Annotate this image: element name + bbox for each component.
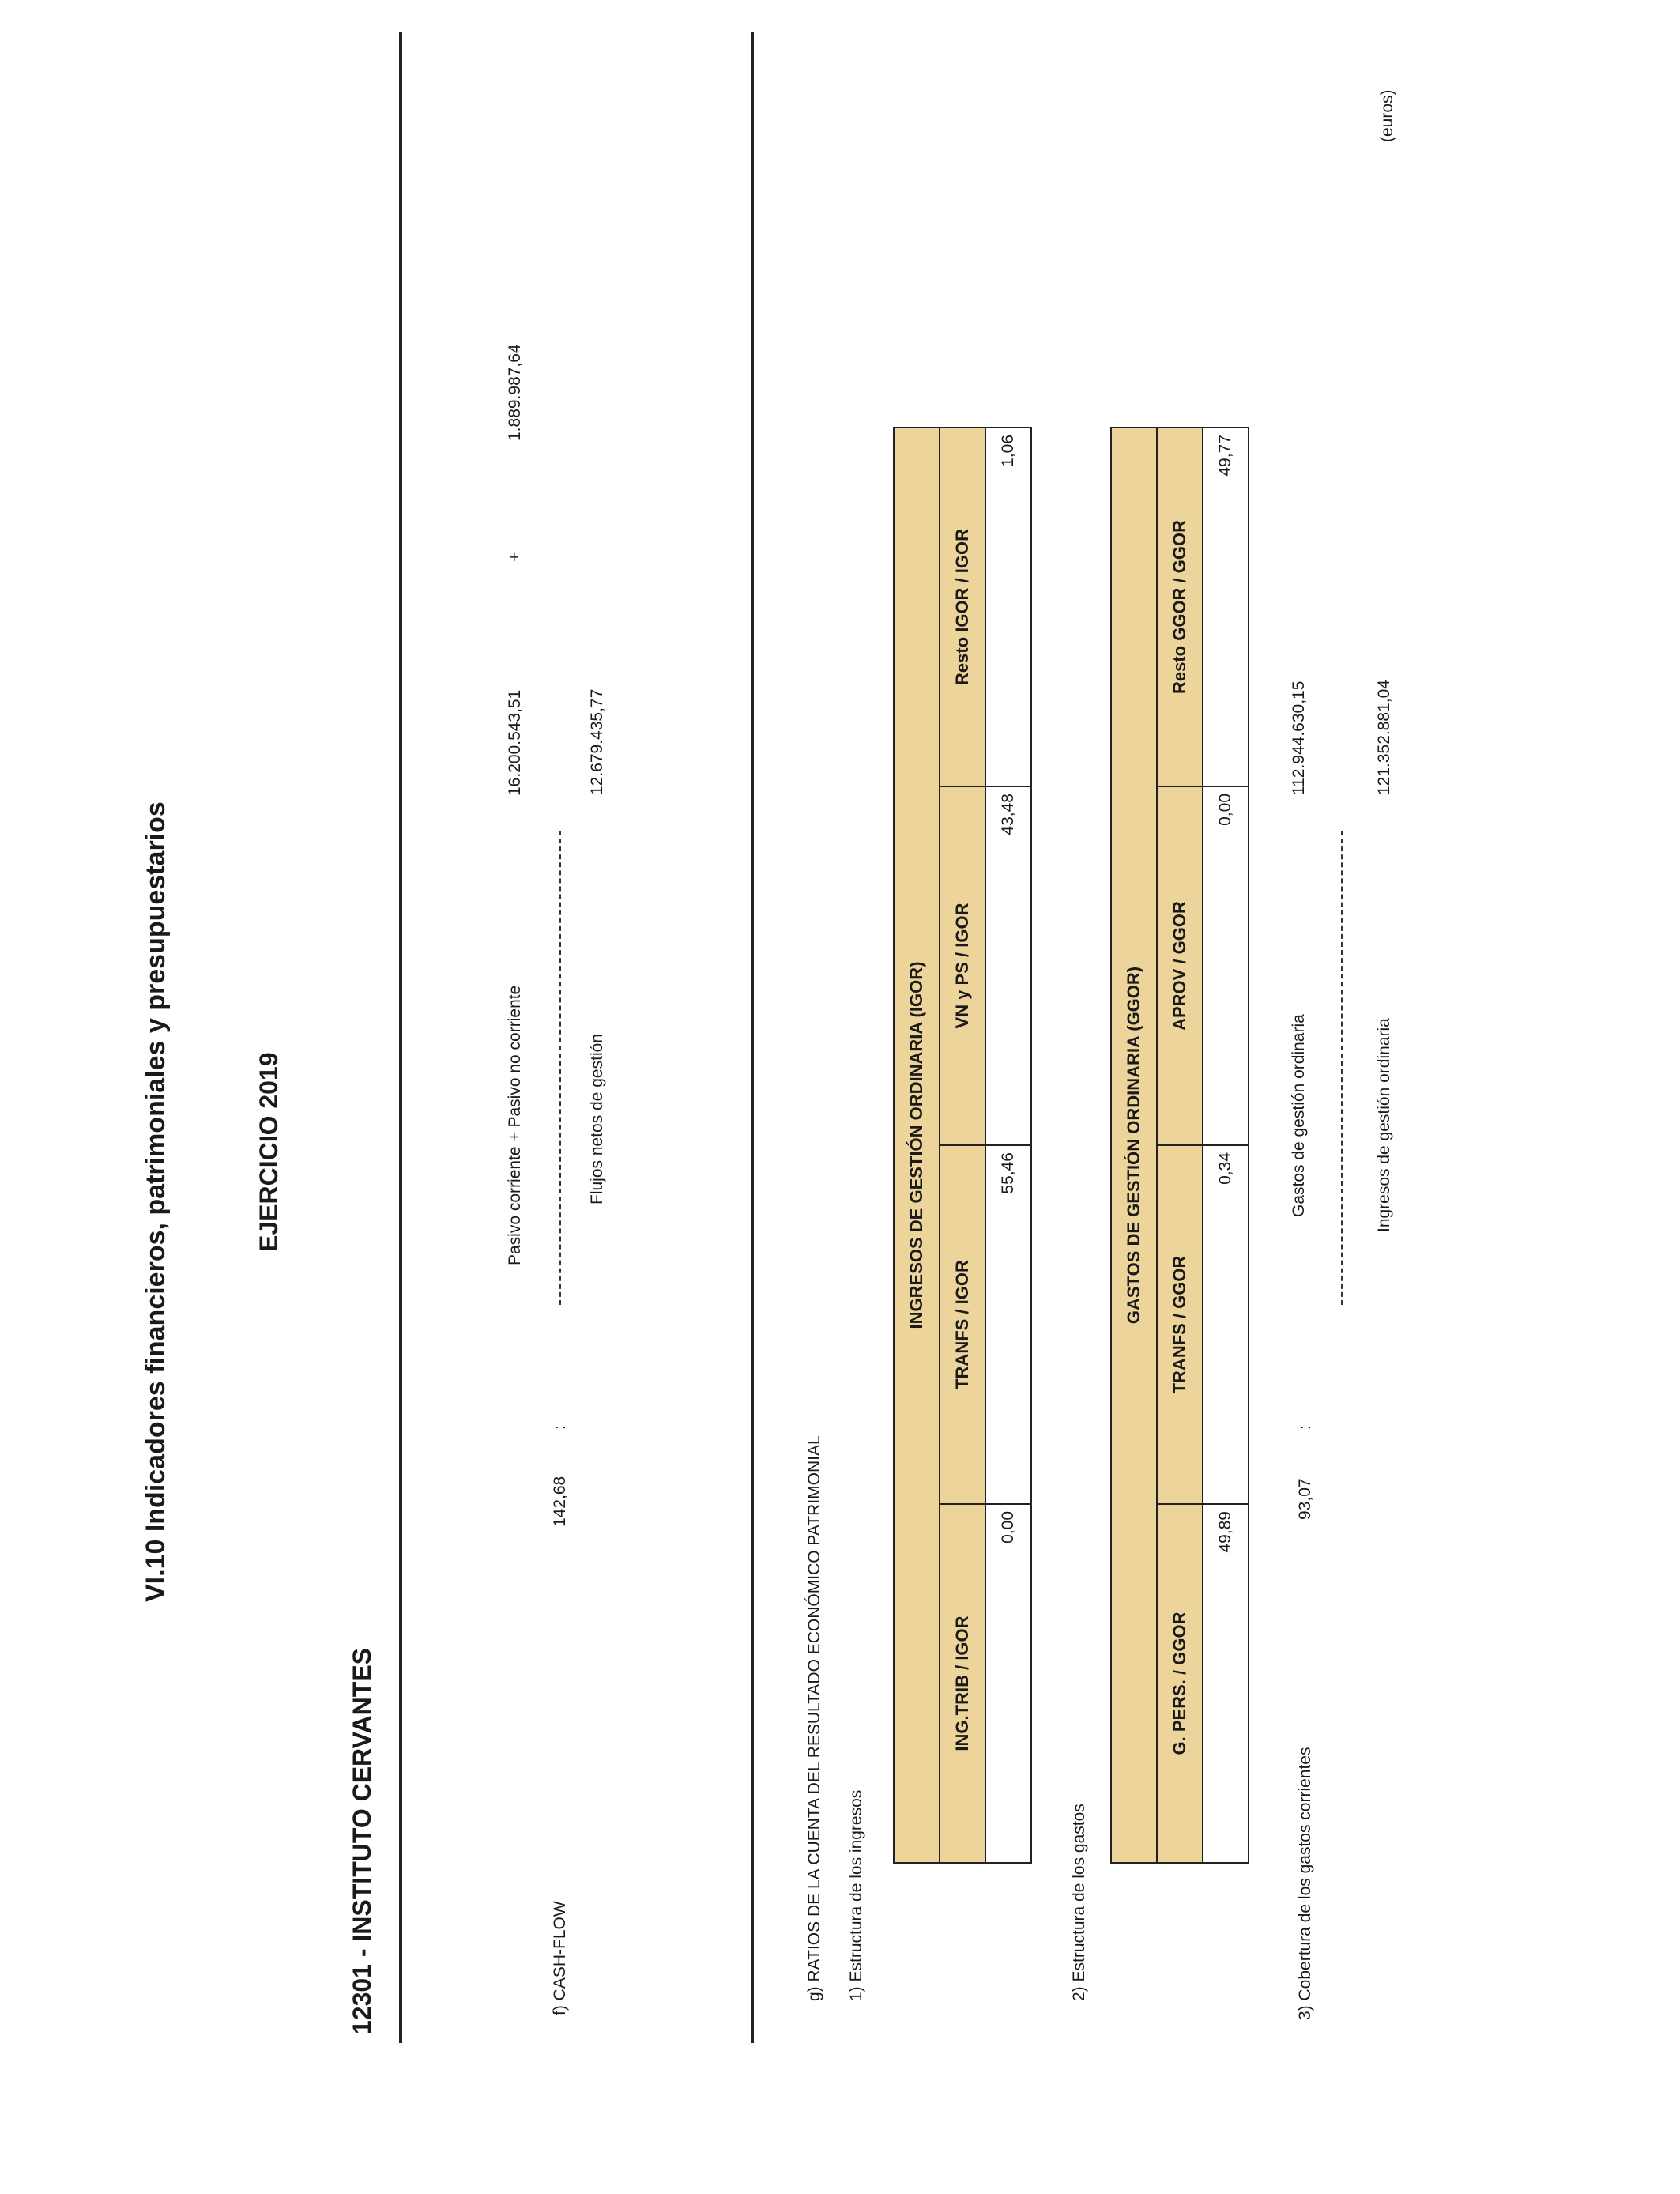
ingresos-structure-label: 1) Estructura de los ingresos <box>847 1789 865 2001</box>
divider-top <box>399 32 402 2043</box>
gastos-group-header: GASTOS DE GESTIÓN ORDINARIA (GGOR) <box>1111 428 1157 1863</box>
column-header: TRANFS / IGOR <box>940 1145 985 1504</box>
cash-flow-numerator-value-2: 1.889.987,64 <box>506 344 524 441</box>
divider-middle <box>751 32 754 2043</box>
cash-flow-denominator-value: 12.679.435,77 <box>588 688 606 795</box>
ratio-value: 49,77 <box>1203 428 1249 786</box>
ingresos-group-header: INGRESOS DE GESTIÓN ORDINARIA (IGOR) <box>894 428 940 1863</box>
section-g-title: g) RATIOS DE LA CUENTA DEL RESULTADO ECONÓMICO PATRIMONIAL <box>805 1435 823 2001</box>
page-title: VI.10 Indicadores financieros, patrimoniales y presupuestarios <box>141 801 171 1602</box>
gastos-ratio-table <box>1110 427 1249 1864</box>
ratio-value: 55,46 <box>985 1145 1031 1504</box>
ratio-value: 0,00 <box>985 1504 1031 1863</box>
column-header: TRANFS / GGOR <box>1157 1145 1203 1504</box>
ratio-value: 1,06 <box>985 428 1031 786</box>
cash-flow-denominator-label: Flujos netos de gestión <box>588 1034 606 1204</box>
ratio-value: 0,00 <box>1203 786 1249 1145</box>
column-header: ING.TRIB / IGOR <box>940 1504 985 1863</box>
cobertura-numerator-value: 112.944.630,15 <box>1290 680 1308 795</box>
exercise-subtitle: EJERCICIO 2019 <box>254 1052 283 1252</box>
plus-sign: + <box>506 552 524 562</box>
column-header: Resto GGOR / GGOR <box>1157 428 1203 786</box>
column-header: VN y PS / IGOR <box>940 786 985 1145</box>
cobertura-denominator-value: 121.352.881,04 <box>1375 680 1393 795</box>
ratio-value: 43,48 <box>985 786 1031 1145</box>
ratio-value: 49,89 <box>1203 1504 1249 1863</box>
ingresos-ratio-table <box>893 427 1032 1864</box>
cash-flow-colon: : <box>551 1425 569 1430</box>
ratio-value: 0,34 <box>1203 1145 1249 1504</box>
cobertura-label: 3) Cobertura de los gastos corrientes <box>1296 1747 1314 2020</box>
column-header: Resto IGOR / IGOR <box>940 428 985 786</box>
column-header: G. PERS. / GGOR <box>1157 1504 1203 1863</box>
fraction-line <box>1341 831 1343 1305</box>
cash-flow-value: 142,68 <box>551 1476 569 1527</box>
cash-flow-label: f) CASH-FLOW <box>551 1901 569 2015</box>
cash-flow-numerator-value-1: 16.200.543,51 <box>506 689 524 796</box>
gastos-structure-label: 2) Estructura de los gastos <box>1070 1804 1088 2001</box>
cobertura-colon: : <box>1296 1425 1314 1430</box>
column-header: APROV / GGOR <box>1157 786 1203 1145</box>
cobertura-denominator-label: Ingresos de gestión ordinaria <box>1375 1018 1393 1232</box>
currency-unit: (euros) <box>1378 89 1396 142</box>
cobertura-value: 93,07 <box>1296 1478 1314 1520</box>
cash-flow-numerator-label: Pasivo corriente + Pasivo no corriente <box>506 985 524 1265</box>
entity-name: 12301 - INSTITUTO CERVANTES <box>348 1647 376 2034</box>
fraction-line <box>559 831 561 1305</box>
cobertura-numerator-label: Gastos de gestión ordinaria <box>1290 1014 1308 1217</box>
